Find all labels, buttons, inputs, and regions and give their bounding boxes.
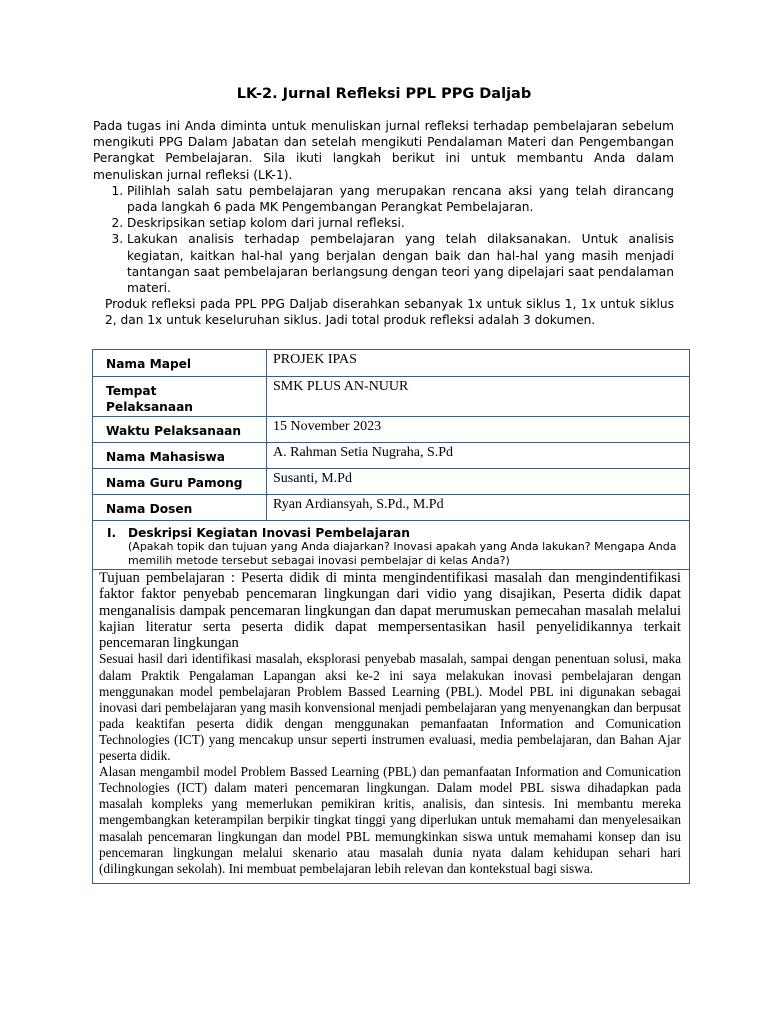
section-number: I. bbox=[107, 526, 117, 540]
field-label: Nama Mahasiswa bbox=[93, 443, 267, 469]
table-row bbox=[93, 350, 690, 377]
table-row bbox=[93, 495, 690, 521]
table-row bbox=[93, 377, 690, 417]
section-header-row bbox=[93, 521, 690, 570]
section-subheading: (Apakah topik dan tujuan yang Anda diajarkan? Inovasi apakah yang Anda lakukan? Mengapa Anda memilih metode tersebut sebagai inovasi pembelajar di kelas Anda?) bbox=[128, 540, 677, 567]
section-body-row bbox=[93, 570, 690, 884]
field-value: PROJEK IPAS bbox=[267, 350, 690, 377]
section-header-cell bbox=[93, 521, 690, 570]
produk-paragraph: Produk refleksi pada PPL PPG Daljab diserahkan sebanyak 1x untuk siklus 1, 1x untuk siklus 2, dan 1x untuk keseluruhan siklus. Jadi total produk refleksi adalah 3 dokumen. bbox=[105, 297, 674, 328]
field-value: A. Rahman Setia Nugraha, S.Pd bbox=[267, 443, 690, 469]
step-item: 1. Pilihlah salah satu pembelajaran yang merupakan rencana aksi yang telah dirancang pada langkah 6 pada MK Pengembangan Perangkat Pembelajaran. bbox=[127, 183, 674, 215]
table-row bbox=[93, 469, 690, 495]
field-label: Waktu Pelaksanaan bbox=[93, 417, 267, 443]
field-label: Nama Dosen bbox=[93, 495, 267, 521]
intro-paragraph: Pada tugas ini Anda diminta untuk menuliskan jurnal refleksi terhadap pembelajaran sebelum mengikuti PPG Dalam Jabatan dan setelah mengikuti Pendalaman Materi dan Pengembangan Perangkat Pembelajaran. Sila ikuti langkah berikut ini untuk membantu Anda dalam menuliskan jurnal refleksi (LK-1). bbox=[93, 119, 674, 182]
section-heading-text: Deskripsi Kegiatan Inovasi Pembelajaran bbox=[128, 526, 410, 540]
body-paragraph: Tujuan pembelajaran : Peserta didik di minta mengindentifikasi masalah dan mengindentifikasi faktor faktor penyebab pencemaran lingkungan dari vidio yang disajikan, Peserta didik dapat menganalisis dampak pencemaran lingkungan dan dapat merumuskan pemecahan masalah melalui kajian literatur serta peserta didik dapat mempersentasikan hasil penyelidikannya terkait pencemaran lingkungan bbox=[99, 570, 681, 652]
section-heading bbox=[107, 526, 683, 540]
field-label: Nama Guru Pamong bbox=[93, 469, 267, 495]
reflection-table bbox=[92, 349, 690, 884]
field-label: Nama Mapel bbox=[93, 350, 267, 377]
step-item: 3. Lakukan analisis terhadap pembelajaran yang telah dilaksanakan. Untuk analisis kegiatan, kaitkan hal-hal yang berjalan dengan baik dan hal-hal yang masih menjadi tantangan saat pembelajaran berlangsung dengan teori yang dipelajari saat pendalaman materi. bbox=[127, 231, 674, 296]
field-value: Ryan Ardiansyah, S.Pd., M.Pd bbox=[267, 495, 690, 521]
field-value: SMK PLUS AN-NUUR bbox=[267, 377, 690, 417]
field-value: Susanti, M.Pd bbox=[267, 469, 690, 495]
field-value: 15 November 2023 bbox=[267, 417, 690, 443]
body-paragraph: Sesuai hasil dari identifikasi masalah, eksplorasi penyebab masalah, sampai dengan penentuan solusi, maka dalam Praktik Pengalaman Lapangan aksi ke-2 ini saya melakukan inovasi pembelajaran dengan menggunakan model pembelajaran Problem Bassed Learning (PBL). Model PBL ini digunakan sebagai inovasi dari pembelajaran yang masih konvensional menjadi pembelajaran yang menyenangkan dan berpusat pada keaktifan peserta didik dengan menggunakan pemanfaatan Information and Comunication Technologies (ICT) yang mencakup unsur seperti instrumen evaluasi, media pembelajaran, dan Bahan Ajar peserta didik. bbox=[99, 651, 681, 764]
field-label: Tempat Pelaksanaan bbox=[93, 377, 267, 417]
instructions bbox=[93, 118, 674, 329]
section-body-cell bbox=[93, 570, 690, 884]
table-row bbox=[93, 443, 690, 469]
steps-list bbox=[93, 183, 674, 296]
page-title: LK-2. Jurnal Refleksi PPL PPG Daljab bbox=[236, 86, 532, 102]
step-item: 2. Deskripsikan setiap kolom dari jurnal refleksi. bbox=[127, 215, 674, 231]
body-paragraph: Alasan mengambil model Problem Bassed Learning (PBL) dan pemanfaatan Information and Comunication Technologies (ICT) dalam materi pencemaran lingkungan. Dalam model PBL siswa dihadapkan pada masalah kompleks yang memerlukan pemikiran kritis, analisis, dan sintesis. Ini membantu mereka mengembangkan keterampilan berpikir tingkat tinggi yang diperlukan untuk memahami dan menyelesaikan masalah pencemaran lingkungan dan model PBL memungkinkan siswa untuk memahami konsep dan isu pencemaran lingkungan melalui skenario atau masalah dunia nyata dalam kehidupan sehari hari (dilingkungan sekolah). Ini membuat pembelajaran lebih relevan dan kontekstual bagi siswa. bbox=[99, 764, 681, 876]
table-row bbox=[93, 417, 690, 443]
